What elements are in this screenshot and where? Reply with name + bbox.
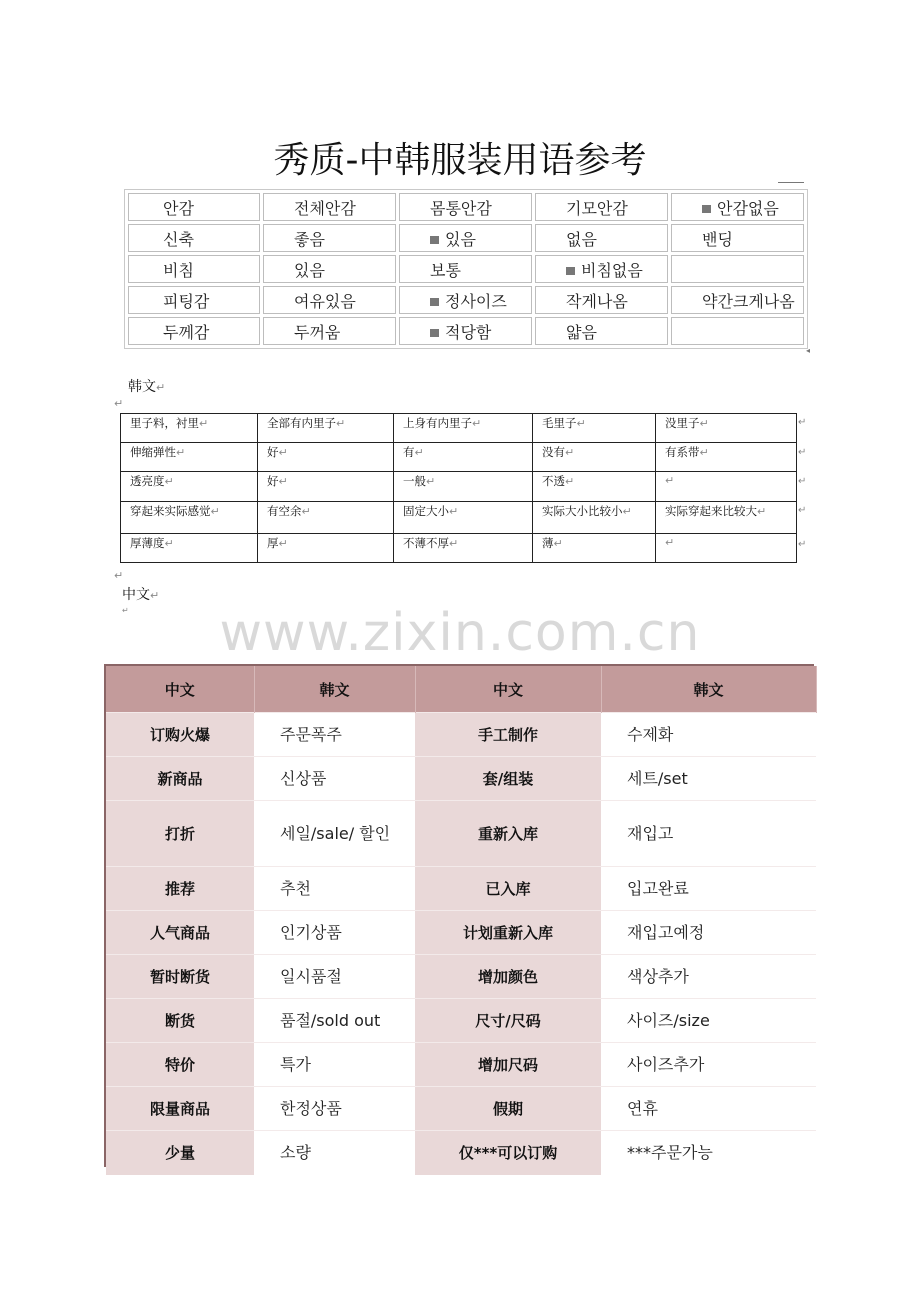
chinese-row [121, 443, 797, 472]
chinese-cell: 不薄不厚↵ [394, 533, 533, 562]
korean-cell [399, 286, 532, 314]
square-bullet-icon [430, 236, 439, 244]
korean-cell [535, 255, 668, 283]
korean-row [128, 317, 804, 345]
chinese-cell-text: 穿起来实际感觉 [130, 503, 211, 518]
term-korean: 재입고 [601, 801, 816, 867]
term-chinese: 推荐 [106, 867, 254, 911]
term-table [106, 666, 817, 1175]
korean-cell-text: 전체안감 [294, 198, 356, 218]
term-chinese: 订购火爆 [106, 713, 254, 757]
chinese-cell-text: 毛里子 [542, 416, 577, 430]
chinese-cell: 没里子↵ [656, 414, 797, 443]
term-row [106, 911, 816, 955]
korean-row [128, 255, 804, 283]
term-header: 韩文 [254, 666, 415, 713]
chinese-cell-text: 全部有内里子 [267, 416, 336, 430]
term-korean: ***주문가능 [601, 1131, 816, 1175]
label-korean: 韩文↵ [128, 379, 166, 395]
korean-cell [671, 317, 804, 345]
term-chinese: 少量 [106, 1131, 254, 1175]
korean-cell-text: 기모안감 [566, 198, 628, 218]
chinese-cell: 透亮度↵ [121, 472, 258, 501]
korean-row [128, 286, 804, 314]
korean-cell-text: 얇음 [566, 322, 597, 342]
chinese-cell-text: 一般 [403, 474, 426, 489]
term-korean: 입고완료 [601, 867, 816, 911]
chinese-cell: 薄↵ [533, 533, 656, 562]
korean-cell-text: 있음 [294, 260, 325, 280]
term-chinese: 增加颜色 [415, 955, 601, 999]
term-chinese: 人气商品 [106, 911, 254, 955]
page-title: 秀质-中韩服装用语参考 [273, 140, 647, 181]
korean-row-label: 두께감 [128, 317, 260, 345]
korean-cell [399, 255, 532, 283]
korean-cell [399, 317, 532, 345]
korean-cell [263, 255, 396, 283]
term-chinese: 增加尺码 [415, 1043, 601, 1087]
chinese-cell-text: 有系带 [665, 445, 700, 460]
term-header: 韩文 [601, 666, 816, 713]
row-end-mark: ↵ [798, 539, 807, 550]
term-korean: 재입고예정 [601, 911, 816, 955]
korean-row [128, 224, 804, 252]
chinese-cell: 好↵ [258, 443, 394, 472]
chinese-cell-text: 没有 [542, 445, 565, 460]
korean-cell-text: 여유있음 [294, 291, 356, 311]
paragraph-mark: ↵ [114, 397, 124, 410]
term-korean: 추천 [254, 867, 415, 911]
term-header: 中文 [106, 666, 254, 713]
term-chinese: 已入库 [415, 867, 601, 911]
term-chinese: 手工制作 [415, 713, 601, 757]
chinese-cell: 里子料，衬里↵ [121, 414, 258, 443]
square-bullet-icon [566, 267, 575, 275]
chinese-cell: 毛里子↵ [533, 414, 656, 443]
chinese-cell-text: 好 [267, 474, 279, 489]
chinese-cell: 有空余↵ [258, 501, 394, 533]
term-row [106, 757, 816, 801]
korean-cell [535, 286, 668, 314]
layout-corner-mark [778, 176, 804, 183]
korean-cell-text: 보통 [430, 260, 461, 280]
chinese-row [121, 533, 797, 562]
korean-cell [399, 224, 532, 252]
korean-cell-text: 정사이즈 [445, 291, 507, 311]
chinese-row [121, 414, 797, 443]
chinese-cell: 不透↵ [533, 472, 656, 501]
term-korean: 일시품절 [254, 955, 415, 999]
chinese-cell: 上身有内里子↵ [394, 414, 533, 443]
chinese-cell: 有↵ [394, 443, 533, 472]
chinese-cell: 有系带↵ [656, 443, 797, 472]
korean-cell-text: 적당함 [445, 322, 492, 342]
chinese-cell-text: 厚 [267, 535, 279, 550]
term-row [106, 713, 816, 757]
chinese-cell: 全部有内里子↵ [258, 414, 394, 443]
term-row [106, 999, 816, 1043]
chinese-cell: 实际穿起来比较大↵ [656, 501, 797, 533]
term-chinese: 计划重新入库 [415, 911, 601, 955]
korean-cell-text: 두꺼움 [294, 322, 341, 342]
term-row [106, 1087, 816, 1131]
term-header: 中文 [415, 666, 601, 713]
korean-cell [535, 224, 668, 252]
term-chinese: 套/组装 [415, 757, 601, 801]
chinese-cell: ↵ [656, 472, 797, 501]
korean-cell-text: 몸통안감 [430, 198, 492, 218]
term-korean: 한정상품 [254, 1087, 415, 1131]
term-row [106, 801, 816, 867]
korean-cell [535, 317, 668, 345]
edge-marker: ◂ [806, 346, 811, 355]
chinese-cell-text: 固定大小 [403, 503, 449, 518]
term-korean: 인기상품 [254, 911, 415, 955]
chinese-cell-text: 上身有内里子 [403, 416, 472, 430]
row-end-mark: ↵ [798, 476, 807, 487]
paragraph-mark: ↵ [114, 569, 124, 582]
term-table-frame [104, 664, 814, 1167]
term-chinese: 假期 [415, 1087, 601, 1131]
term-chinese: 特价 [106, 1043, 254, 1087]
chinese-cell: 厚↵ [258, 533, 394, 562]
term-korean: 특가 [254, 1043, 415, 1087]
chinese-cell-text: 不透 [542, 474, 565, 489]
chinese-cell: 实际大小比较小↵ [533, 501, 656, 533]
korean-cell-text: 작게나옴 [566, 291, 628, 311]
korean-row [128, 193, 804, 221]
korean-row-label: 비침 [128, 255, 260, 283]
chinese-cell: 伸缩弹性↵ [121, 443, 258, 472]
chinese-cell: 厚薄度↵ [121, 533, 258, 562]
chinese-cell: 一般↵ [394, 472, 533, 501]
term-korean: 소량 [254, 1131, 415, 1175]
term-korean: 연휴 [601, 1087, 816, 1131]
row-end-mark: ↵ [798, 447, 807, 458]
korean-cell [399, 193, 532, 221]
chinese-cell-text: 实际穿起来比较大 [665, 503, 757, 518]
chinese-cell-text: 薄 [542, 535, 554, 550]
chinese-cell: 没有↵ [533, 443, 656, 472]
term-chinese: 新商品 [106, 757, 254, 801]
korean-cell [535, 193, 668, 221]
term-korean: 세트/set [601, 757, 816, 801]
term-row [106, 955, 816, 999]
term-korean: 사이즈추가 [601, 1043, 816, 1087]
chinese-cell: 穿起来实际感觉↵ [121, 501, 258, 533]
term-korean: 수제화 [601, 713, 816, 757]
chinese-cell-text: 厚薄度 [130, 535, 165, 550]
term-korean: 신상품 [254, 757, 415, 801]
term-chinese: 尺寸/尺码 [415, 999, 601, 1043]
term-korean: 색상추가 [601, 955, 816, 999]
korean-cell [671, 286, 804, 314]
korean-row-label: 신축 [128, 224, 260, 252]
term-chinese: 重新入库 [415, 801, 601, 867]
term-korean: 주문폭주 [254, 713, 415, 757]
korean-attribute-table [124, 189, 808, 349]
korean-cell-text: 밴딩 [702, 229, 733, 249]
korean-cell [263, 286, 396, 314]
watermark: www.zixin.com.cn [219, 603, 701, 663]
square-bullet-icon [430, 298, 439, 306]
korean-cell [671, 224, 804, 252]
korean-row-label: 피팅감 [128, 286, 260, 314]
chinese-cell-text: 没里子 [665, 416, 700, 430]
korean-cell [671, 255, 804, 283]
term-korean: 품절/sold out [254, 999, 415, 1043]
chinese-row [121, 472, 797, 501]
term-chinese: 限量商品 [106, 1087, 254, 1131]
label-chinese: 中文↵ [122, 587, 160, 603]
term-korean: 세일/sale/ 할인 [254, 801, 415, 867]
chinese-cell: ↵ [656, 533, 797, 562]
chinese-cell-text: 好 [267, 445, 279, 460]
term-row [106, 1043, 816, 1087]
term-row [106, 867, 816, 911]
term-row [106, 1131, 816, 1175]
chinese-cell-text: 透亮度 [130, 474, 165, 489]
korean-cell-text: 없음 [566, 229, 597, 249]
row-end-mark: ↵ [798, 417, 807, 428]
term-chinese: 打折 [106, 801, 254, 867]
chinese-cell-text: 里子料，衬里 [130, 416, 199, 430]
chinese-row [121, 501, 797, 533]
term-korean: 사이즈/size [601, 999, 816, 1043]
korean-cell-text: 안감없음 [717, 198, 779, 218]
chinese-cell-text: 有空余 [267, 503, 302, 518]
square-bullet-icon [430, 329, 439, 337]
chinese-cell-text: 伸缩弹性 [130, 445, 176, 460]
term-chinese: 暂时断货 [106, 955, 254, 999]
chinese-cell-text: 有 [403, 445, 415, 460]
korean-cell-text: 약간크게나옴 [702, 291, 795, 311]
korean-cell-text: 있음 [445, 229, 476, 249]
korean-cell [263, 193, 396, 221]
row-end-mark: ↵ [798, 505, 807, 516]
square-bullet-icon [702, 205, 711, 213]
korean-cell-text: 좋음 [294, 229, 325, 249]
korean-cell [671, 193, 804, 221]
paragraph-mark: ↵ [122, 606, 129, 615]
chinese-attribute-table [120, 413, 797, 563]
korean-cell-text: 비침없음 [581, 260, 643, 280]
term-chinese: 仅***可以订购 [415, 1131, 601, 1175]
chinese-cell: 固定大小↵ [394, 501, 533, 533]
chinese-cell: 好↵ [258, 472, 394, 501]
korean-row-label: 안감 [128, 193, 260, 221]
korean-cell [263, 224, 396, 252]
korean-cell [263, 317, 396, 345]
chinese-cell-text: 不薄不厚 [403, 535, 449, 550]
chinese-cell-text: 实际大小比较小 [542, 503, 623, 518]
term-chinese: 断货 [106, 999, 254, 1043]
